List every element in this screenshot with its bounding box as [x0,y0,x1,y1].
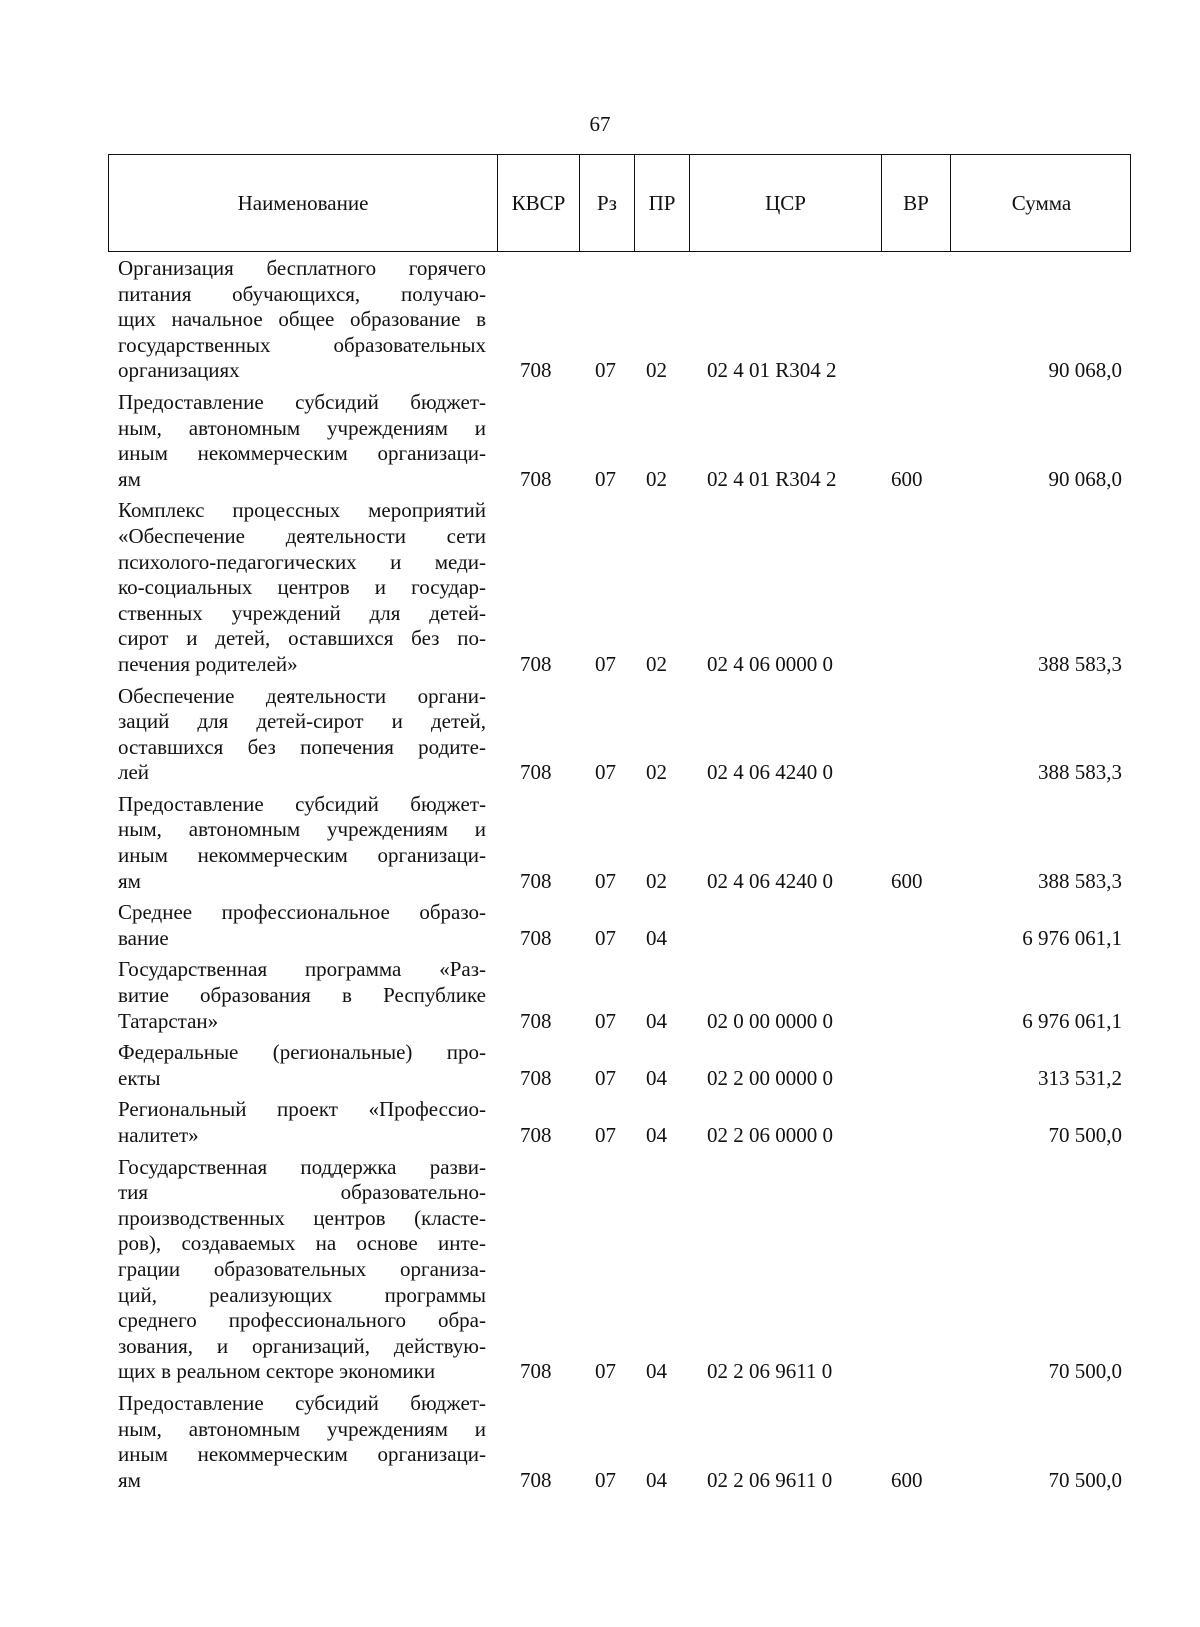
row-name-line: ям [118,466,141,491]
row-pr: 04 [646,1359,667,1384]
row-kvsr: 708 [520,1065,552,1090]
row-sum: 6 976 061,1 [1022,1008,1122,1033]
row-name-line: иным некоммерческим организаци- [118,843,486,868]
row-name [118,498,486,677]
row-kvsr: 708 [520,925,552,950]
row-vr: 600 [891,466,923,491]
table-row [0,900,1200,951]
row-rz: 07 [595,1467,616,1492]
table-body [0,256,1200,1499]
table-row [0,1040,1200,1091]
row-rz: 07 [595,1065,616,1090]
row-name-line: организациях [118,358,240,383]
row-kvsr: 708 [520,466,552,491]
row-rz: 07 [595,1359,616,1384]
row-rz: 07 [595,925,616,950]
row-name-line: ям [118,868,141,893]
row-name-line: тия образовательно- [118,1180,486,1205]
table-row [0,390,1200,492]
row-rz: 07 [595,651,616,676]
row-rz: 07 [595,760,616,785]
page-number: 67 [589,112,611,136]
row-pr: 02 [646,868,667,893]
row-name [118,1155,486,1385]
row-vr: 600 [891,1467,923,1492]
row-rz: 07 [595,466,616,491]
row-name-line: ным, автономным учреждениям и [118,817,486,842]
row-pr: 04 [646,1065,667,1090]
row-csr: 02 2 06 9611 0 [707,1467,833,1492]
row-sum: 388 583,3 [1038,760,1122,785]
row-pr: 02 [646,358,667,383]
row-csr: 02 2 00 0000 0 [707,1065,833,1090]
row-sum: 90 068,0 [1048,466,1122,491]
row-name-line: щих начальное общее образование в [118,307,486,332]
row-name-line: Предоставление субсидий бюджет- [118,791,486,816]
row-name-line: оставшихся без попечения родите- [118,734,486,759]
row-name-line: Предоставление субсидий бюджет- [118,389,486,414]
column-header-rz: Рз [579,155,634,251]
column-header-kvsr: КВСР [497,155,579,251]
table-row [0,957,1200,1034]
table-row [0,256,1200,384]
row-name-line: иным некоммерческим организаци- [118,1442,486,1467]
table-row [0,684,1200,786]
row-csr: 02 4 01 R304 2 [707,466,837,491]
row-name-line: питания обучающихся, получаю- [118,281,486,306]
row-name-line: щих в реальном секторе экономики [118,1359,436,1384]
row-name-line: ко-социальных центров и государ- [118,575,486,600]
row-kvsr: 708 [520,358,552,383]
row-name-line: екты [118,1065,161,1090]
row-sum: 388 583,3 [1038,651,1122,676]
row-name-line: Среднее профессиональное образо- [118,900,486,925]
column-header-sum: Сумма [950,155,1132,251]
row-kvsr: 708 [520,868,552,893]
row-name-line: иным некоммерческим организаци- [118,441,486,466]
row-name-line: лей [118,760,150,785]
row-pr: 04 [646,1123,667,1147]
row-pr: 04 [646,925,667,950]
row-name-line: государственных образовательных [118,332,486,357]
row-vr: 600 [891,868,923,893]
row-kvsr: 708 [520,1008,552,1033]
row-name-line: ций, реализующих программы [118,1282,486,1307]
column-header-csr: ЦСР [689,155,881,251]
row-pr: 02 [646,466,667,491]
row-sum: 70 500,0 [1048,1123,1122,1147]
row-csr: 02 4 06 4240 0 [707,868,833,893]
row-name-line: Организация бесплатного горячего [118,256,486,280]
row-name-line: «Обеспечение деятельности сети [118,523,486,548]
row-csr: 02 4 06 0000 0 [707,651,833,676]
row-name-line: психолого-педагогических и меди- [118,549,486,574]
table-row [0,1097,1200,1148]
row-sum: 90 068,0 [1048,358,1122,383]
row-rz: 07 [595,1008,616,1033]
row-name-line: Федеральные (региональные) про- [118,1040,486,1065]
row-pr: 04 [646,1008,667,1033]
row-name [118,900,486,951]
row-name-line: вание [118,925,169,950]
row-sum: 313 531,2 [1038,1065,1122,1090]
row-sum: 388 583,3 [1038,868,1122,893]
row-name-line: печения родителей» [118,651,298,676]
row-name-line: налитет» [118,1123,199,1147]
column-header-pr: ПР [634,155,689,251]
row-name-line: производственных центров (класте- [118,1205,486,1230]
row-name-line: витие образования в Республике [118,983,486,1008]
row-kvsr: 708 [520,651,552,676]
row-name-line: Обеспечение деятельности органи- [118,683,486,708]
row-name-line: Татарстан» [118,1008,219,1033]
row-name [118,1097,486,1148]
row-name-line: Региональный проект «Профессио- [118,1097,486,1122]
row-name-line: ным, автономным учреждениям и [118,1416,486,1441]
column-header-name: Наименование [237,190,369,215]
row-pr: 02 [646,651,667,676]
row-kvsr: 708 [520,1467,552,1492]
row-name [118,684,486,786]
row-name [118,1040,486,1091]
table-row [0,792,1200,894]
row-csr: 02 2 06 0000 0 [707,1123,833,1147]
column-header-vr: ВР [881,155,950,251]
row-name-line: Государственная программа «Раз- [118,957,486,982]
row-csr: 02 2 06 9611 0 [707,1359,833,1384]
row-kvsr: 708 [520,760,552,785]
row-name [118,256,486,384]
row-name-line: Комплекс процессных мероприятий [118,498,486,523]
row-name-line: грации образовательных организа- [118,1256,486,1281]
row-name [118,1391,486,1493]
row-name-line: Государственная поддержка разви- [118,1154,486,1179]
row-csr: 02 0 00 0000 0 [707,1008,833,1033]
table-row [0,1155,1200,1385]
row-sum: 70 500,0 [1048,1467,1122,1492]
row-pr: 04 [646,1467,667,1492]
row-csr: 02 4 06 4240 0 [707,760,833,785]
table-row [0,498,1200,677]
row-kvsr: 708 [520,1359,552,1384]
row-name [118,792,486,894]
row-name-line: зования, и организаций, действую- [118,1333,486,1358]
row-name-line: заций для детей-сирот и детей, [118,709,486,734]
row-sum: 70 500,0 [1048,1359,1122,1384]
row-name-line: Предоставление субсидий бюджет- [118,1390,486,1415]
row-name-line: ным, автономным учреждениям и [118,415,486,440]
row-name-line: ров), создаваемых на основе инте- [118,1231,486,1256]
row-name-line: ям [118,1467,141,1492]
row-name-line: ственных учреждений для детей- [118,600,486,625]
row-kvsr: 708 [520,1123,552,1147]
table-row [0,1391,1200,1493]
row-csr: 02 4 01 R304 2 [707,358,837,383]
row-name [118,390,486,492]
row-pr: 02 [646,760,667,785]
table-header [108,154,1131,252]
row-rz: 07 [595,868,616,893]
row-rz: 07 [595,358,616,383]
row-rz: 07 [595,1123,616,1147]
row-name-line: сирот и детей, оставшихся без по- [118,626,486,651]
row-sum: 6 976 061,1 [1022,925,1122,950]
row-name [118,957,486,1034]
row-name-line: среднего профессионального обра- [118,1308,486,1333]
